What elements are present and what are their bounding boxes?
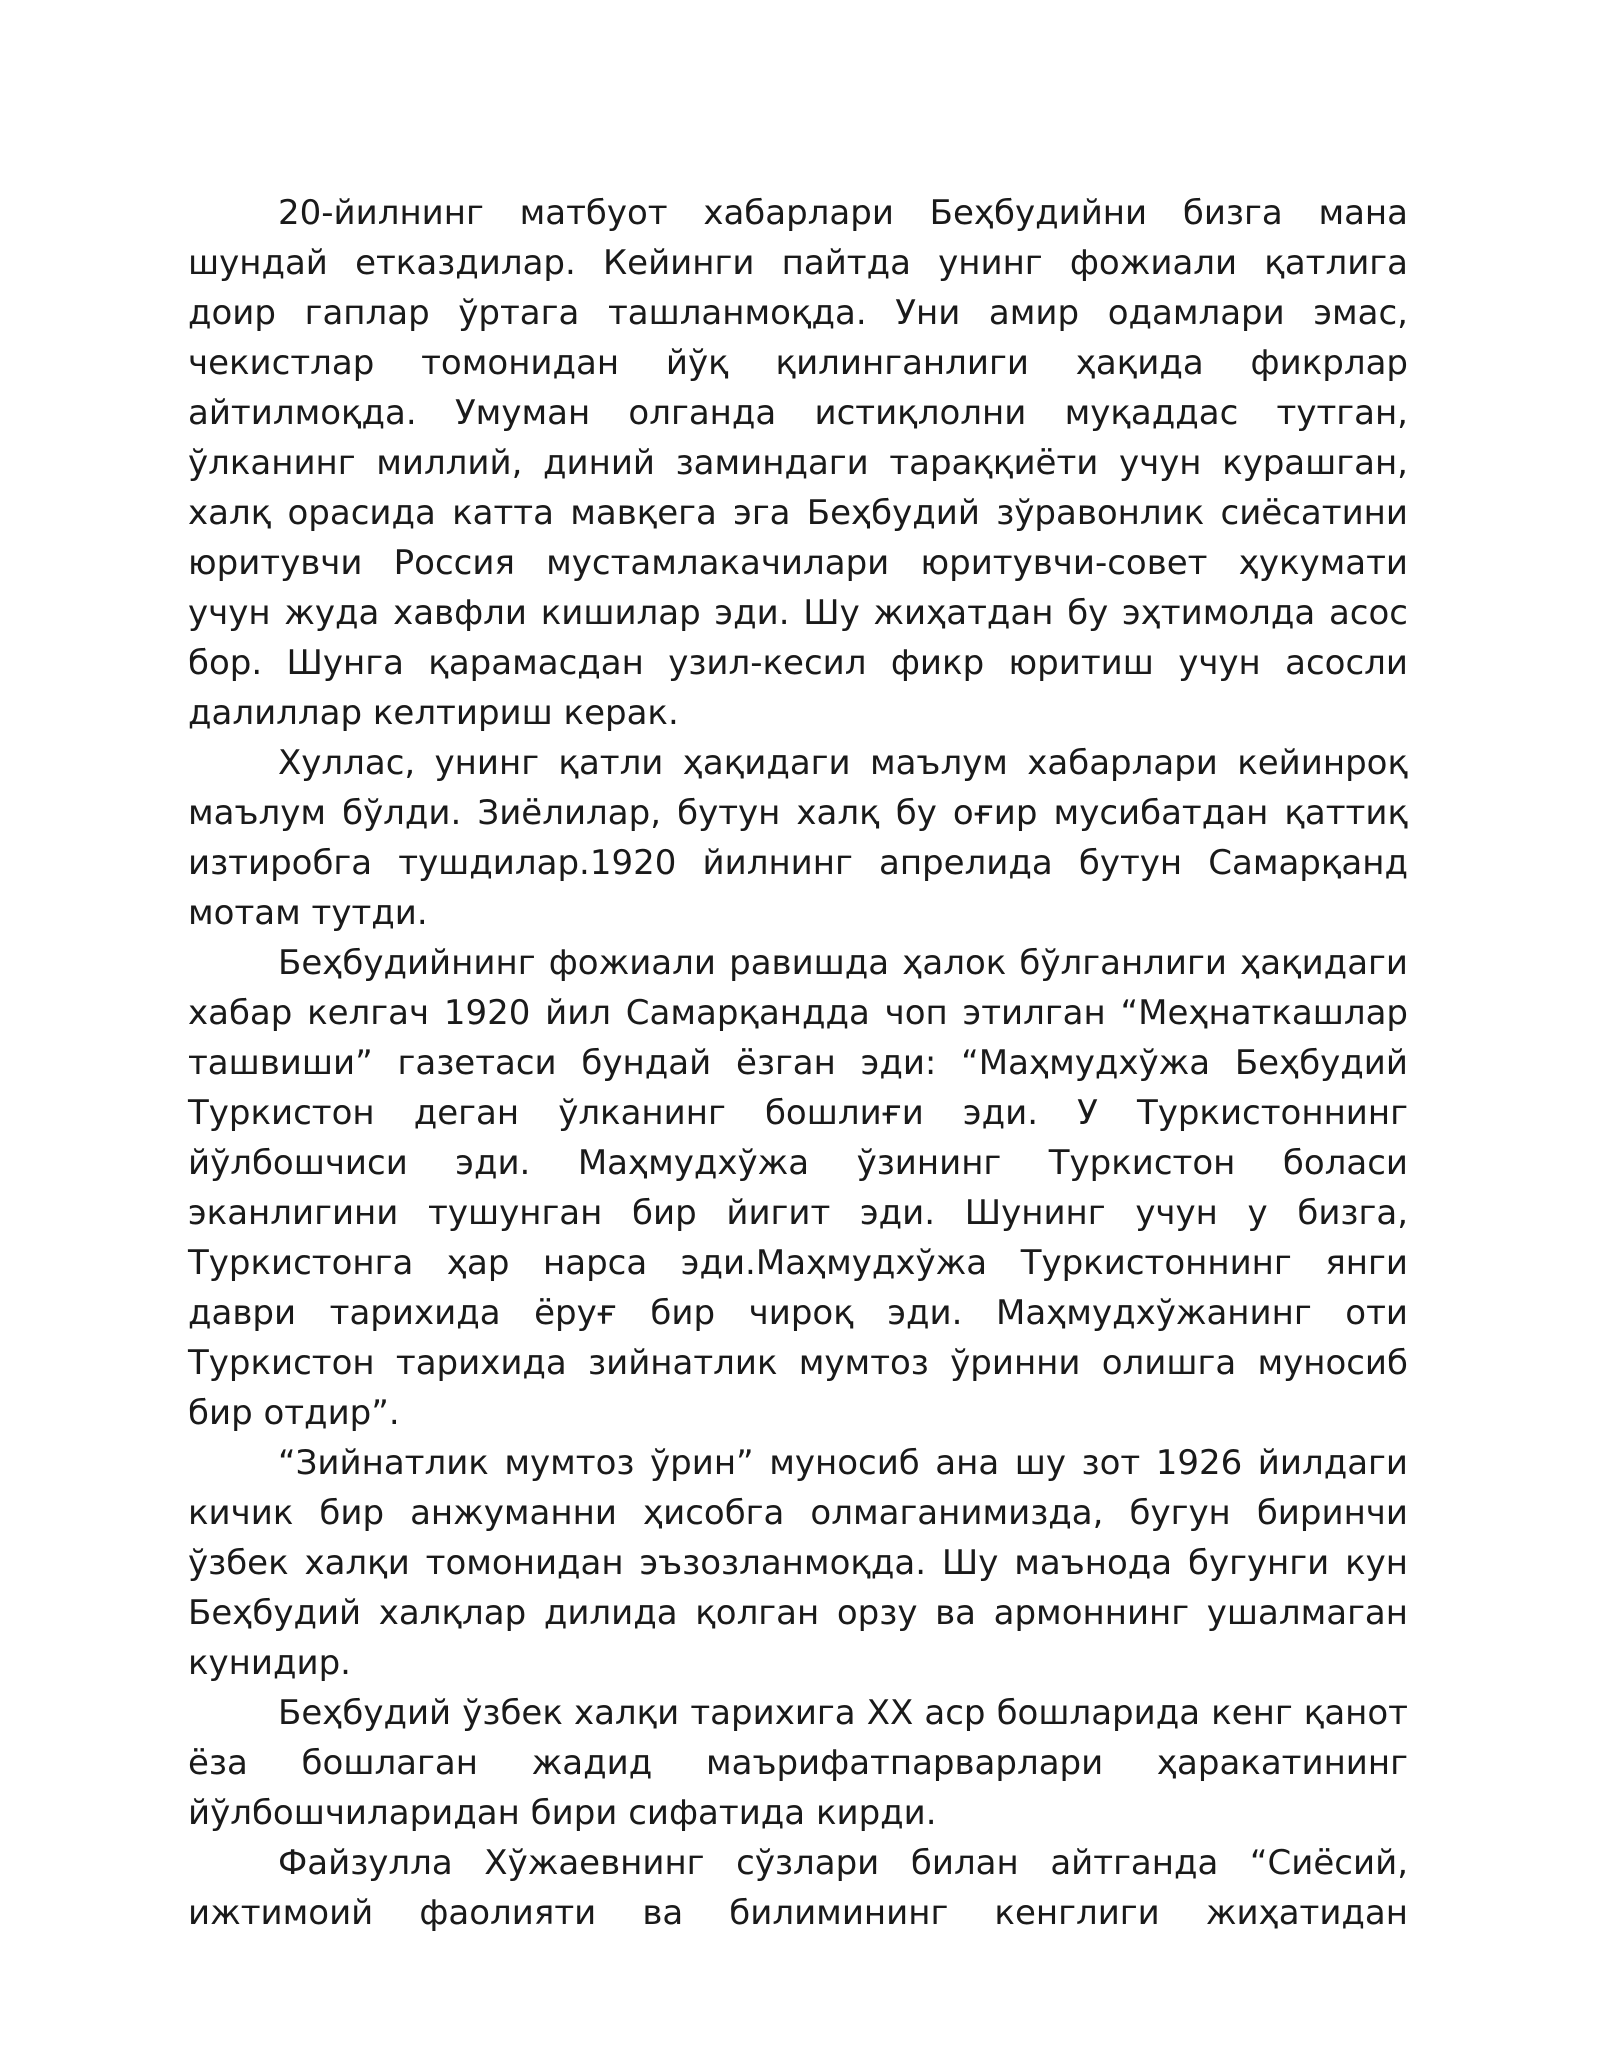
paragraph: Беҳбудийнинг фожиали равишда ҳалок бўлганлиги ҳақидаги хабар келгач 1920 йил Самарқандда чоп этилган “Меҳнаткашлар ташвиши” газетаси бундай ёзган эди: “Маҳмудхўжа Беҳбудий Туркистон деган ўлканинг бошлиғи эди. У Туркистоннинг йўлбошчиси эди. Маҳмудхўжа ўзининг Туркистон боласи эканлигини тушунган бир йигит эди. Шунинг учун у бизга, Туркистонга ҳар нарса эди.Маҳмудхўжа Туркистоннинг янги даври тарихида ёруғ бир чироқ эди. Маҳмудхўжанинг оти Туркистон тарихида зийнатлик мумтоз ўринни олишга муносиб бир отдир”. bbox=[188, 943, 1408, 1433]
paragraph: Файзулла Хўжаевнинг сўзлари билан айтганда “Сиёсий, ижтимоий фаолияти ва билимининг кенглиги жиҳатидан bbox=[188, 1843, 1408, 1933]
document-page bbox=[188, 188, 1408, 1933]
paragraph: “Зийнатлик мумтоз ўрин” муносиб ана шу зот 1926 йилдаги кичик бир анжуманни ҳисобга олмаганимизда, бугун биринчи ўзбек халқи томонидан эъзозланмоқда. Шу маънода бугунги кун Беҳбудий халқлар дилида қолган орзу ва армоннинг ушалмаган кунидир. bbox=[188, 1443, 1408, 1683]
paragraph: Беҳбудий ўзбек халқи тарихига XX аср бошларида кенг қанот ёза бошлаган жадид маърифатпарварлари ҳаракатининг йўлбошчиларидан бири сифатида кирди. bbox=[188, 1693, 1408, 1833]
paragraph: Хуллас, унинг қатли ҳақидаги маълум хабарлари кейинроқ маълум бўлди. Зиёлилар, бутун халқ бу оғир мусибатдан қаттиқ изтиробга тушдилар.1920 йилнинг апрелида бутун Самарқанд мотам тутди. bbox=[188, 743, 1408, 933]
paragraph: 20-йилнинг матбуот хабарлари Беҳбудийни бизга мана шундай етказдилар. Кейинги пайтда унинг фожиали қатлига доир гаплар ўртага ташланмоқда. Уни амир одамлари эмас, чекистлар томонидан йўқ қилинганлиги ҳақида фикрлар айтилмоқда. Умуман олганда истиқлолни муқаддас тутган, ўлканинг миллий, диний заминдаги тараққиёти учун курашган, халқ орасида катта мавқега эга Беҳбудий зўравонлик сиёсатини юритувчи Россия мустамлакачилари юритувчи-совет ҳукумати учун жуда хавфли кишилар эди. Шу жиҳатдан бу эҳтимолда асос бор. Шунга қарамасдан узил-кесил фикр юритиш учун асосли далиллар келтириш керак. bbox=[188, 193, 1408, 733]
